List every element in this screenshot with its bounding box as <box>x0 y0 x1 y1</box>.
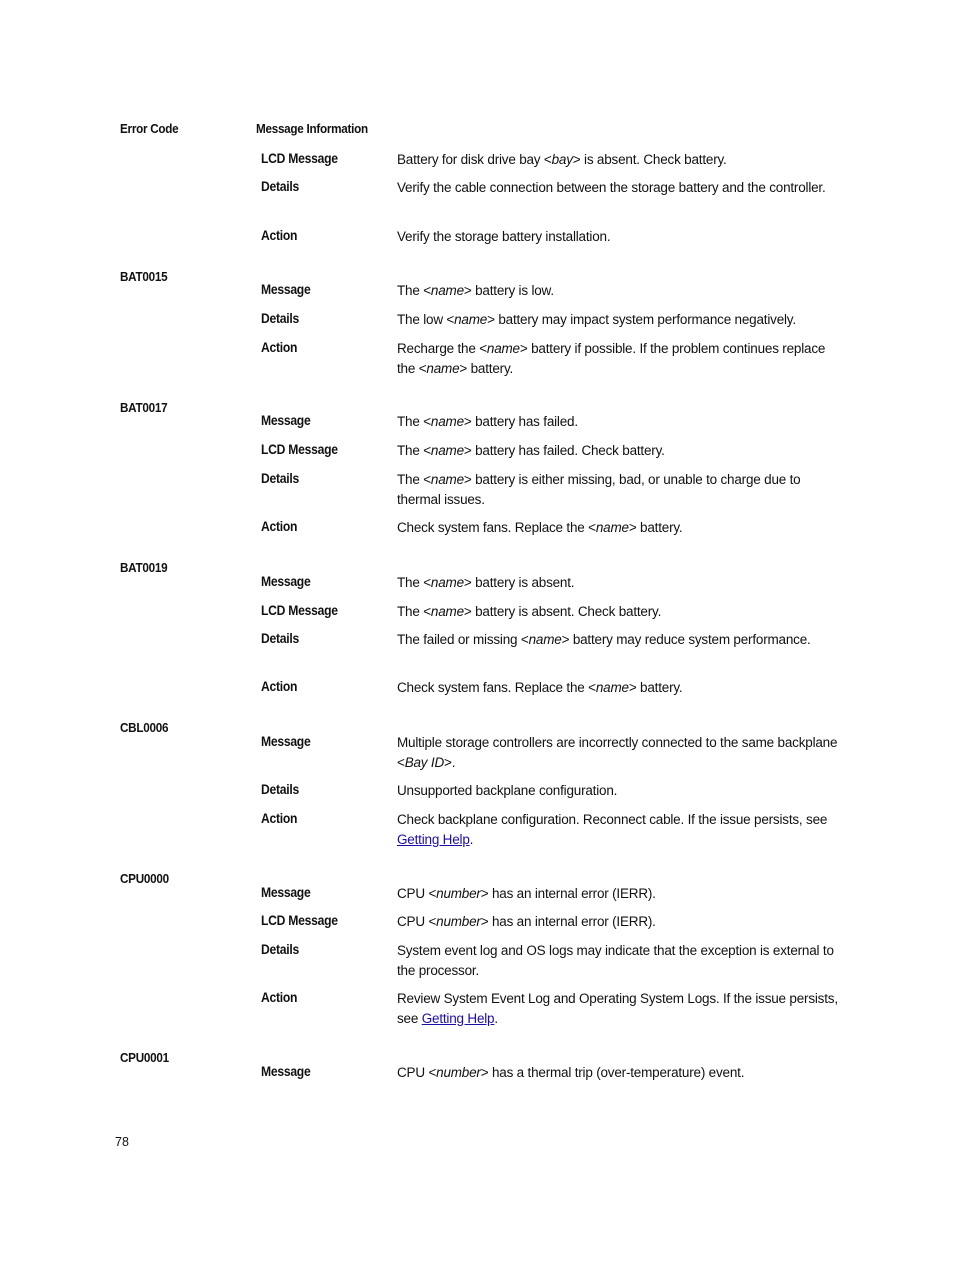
row-label: Details <box>261 311 299 326</box>
placeholder-variable: name <box>426 360 460 376</box>
row-label: Message <box>261 1064 311 1079</box>
text-segment: >. <box>444 754 456 770</box>
placeholder-variable: name <box>430 414 464 429</box>
row-text <box>397 518 842 538</box>
row-label: Action <box>261 519 298 534</box>
text-segment: Check system fans. Replace the < <box>397 680 596 695</box>
row-text <box>397 1063 842 1083</box>
text-segment: > battery may reduce system performance. <box>561 632 811 647</box>
row-text <box>397 602 842 622</box>
placeholder-variable: name <box>430 575 464 590</box>
placeholder-variable: number <box>436 1065 481 1080</box>
text-segment: > has a thermal trip (over-temperature) event. <box>480 1065 745 1080</box>
row-label: LCD Message <box>261 913 338 928</box>
row-label: Message <box>261 282 311 297</box>
text-segment: . <box>469 831 474 847</box>
text-segment: . <box>494 1010 498 1026</box>
text-segment: > battery has failed. Check battery. <box>463 443 665 458</box>
text-segment: The < <box>397 472 431 487</box>
text-segment: > has an internal error (IERR). <box>480 914 656 929</box>
placeholder-variable: name <box>528 632 562 647</box>
text-segment: CPU < <box>397 886 437 901</box>
row-text <box>397 573 842 593</box>
row-label: LCD Message <box>261 603 338 618</box>
text-segment: > has an internal error (IERR). <box>480 886 656 901</box>
error-code: CBL0006 <box>120 720 169 735</box>
text-segment: Check system fans. Replace the < <box>397 520 596 535</box>
row-label: Message <box>261 734 311 749</box>
text-segment: Check backplane configuration. Reconnect cable. If the issue persists, see <box>397 812 828 827</box>
row-text <box>397 339 842 378</box>
error-code: BAT0015 <box>120 269 168 284</box>
row-text <box>397 470 842 509</box>
placeholder-variable: name <box>595 520 629 535</box>
row-text <box>397 810 842 849</box>
row-text <box>397 178 842 198</box>
page-number: 78 <box>115 1135 129 1149</box>
row-text <box>397 781 842 801</box>
row-label: Action <box>261 811 298 826</box>
row-label: Action <box>261 228 298 243</box>
row-text <box>397 441 842 461</box>
text-segment: > battery has failed. <box>463 414 578 429</box>
text-segment: > battery. <box>628 680 683 695</box>
text-segment: System event log and OS logs may indicate that the exception is external to the processor. <box>397 943 834 978</box>
row-text <box>397 310 842 330</box>
row-label: Message <box>261 885 311 900</box>
text-segment: The < <box>397 283 431 298</box>
row-text <box>397 412 842 432</box>
row-text <box>397 630 842 650</box>
text-segment: Battery for disk drive bay < <box>397 152 552 167</box>
row-label: Details <box>261 942 299 957</box>
row-text <box>397 281 842 301</box>
error-code: BAT0017 <box>120 400 168 415</box>
text-segment: > battery is absent. Check battery. <box>463 604 662 619</box>
placeholder-variable: Bay ID <box>404 754 445 770</box>
row-text <box>397 150 842 170</box>
placeholder-variable: number <box>436 914 481 929</box>
placeholder-variable: number <box>436 886 481 901</box>
text-segment: The < <box>397 575 431 590</box>
row-label: LCD Message <box>261 442 338 457</box>
placeholder-variable: name <box>430 283 464 298</box>
text-segment: The low < <box>397 312 455 327</box>
row-text <box>397 941 842 980</box>
text-segment: > battery is low. <box>463 283 554 298</box>
row-text <box>397 678 842 698</box>
row-label: Message <box>261 413 311 428</box>
error-code: CPU0000 <box>120 871 169 886</box>
placeholder-variable: name <box>430 472 464 487</box>
text-segment: CPU < <box>397 914 437 929</box>
placeholder-variable: name <box>486 341 520 356</box>
row-text <box>397 733 842 772</box>
text-segment: The failed or missing < <box>397 632 529 647</box>
text-segment: CPU < <box>397 1065 437 1080</box>
error-code: CPU0001 <box>120 1050 169 1065</box>
text-segment: Unsupported backplane configuration. <box>397 783 618 798</box>
error-code-header: Error Code <box>120 121 179 136</box>
placeholder-variable: name <box>430 604 464 619</box>
text-segment: > battery is either missing, bad, or unable to charge due to thermal issues. <box>397 472 801 507</box>
row-label: Details <box>261 782 299 797</box>
text-segment: > battery. <box>459 360 514 376</box>
placeholder-variable: name <box>454 312 488 327</box>
text-segment: Review System Event Log and Operating System Logs. If the issue persists, see <box>397 991 838 1026</box>
message-information-header: Message Information <box>256 121 368 136</box>
row-text <box>397 884 842 904</box>
row-label: Action <box>261 340 298 355</box>
row-text <box>397 912 842 932</box>
getting-help-link[interactable]: Getting Help <box>397 831 470 847</box>
error-code: BAT0019 <box>120 560 168 575</box>
placeholder-variable: name <box>595 680 629 695</box>
row-label: Details <box>261 179 299 194</box>
text-segment: Verify the cable connection between the storage battery and the controller. <box>397 180 826 195</box>
row-label: Details <box>261 631 299 646</box>
text-segment: The < <box>397 414 431 429</box>
row-text <box>397 227 842 247</box>
row-label: Details <box>261 471 299 486</box>
row-label: Action <box>261 679 298 694</box>
text-segment: Multiple storage controllers are incorrectly connected to the same backplane < <box>397 735 838 770</box>
row-label: LCD Message <box>261 151 338 166</box>
text-segment: > battery if possible. If the problem continues replace the < <box>397 341 826 376</box>
row-label: Action <box>261 990 298 1005</box>
row-text <box>397 989 842 1028</box>
placeholder-variable: bay <box>551 152 573 167</box>
text-segment: Verify the storage battery installation. <box>397 229 611 244</box>
text-segment: The < <box>397 604 431 619</box>
row-label: Message <box>261 574 311 589</box>
placeholder-variable: name <box>430 443 464 458</box>
text-segment: The < <box>397 443 431 458</box>
getting-help-link[interactable]: Getting Help <box>421 1010 495 1026</box>
text-segment: Recharge the < <box>397 341 487 356</box>
text-segment: > battery is absent. <box>463 575 575 590</box>
text-segment: > is absent. Check battery. <box>572 152 727 167</box>
text-segment: > battery may impact system performance negatively. <box>487 312 796 327</box>
text-segment: > battery. <box>628 520 683 535</box>
